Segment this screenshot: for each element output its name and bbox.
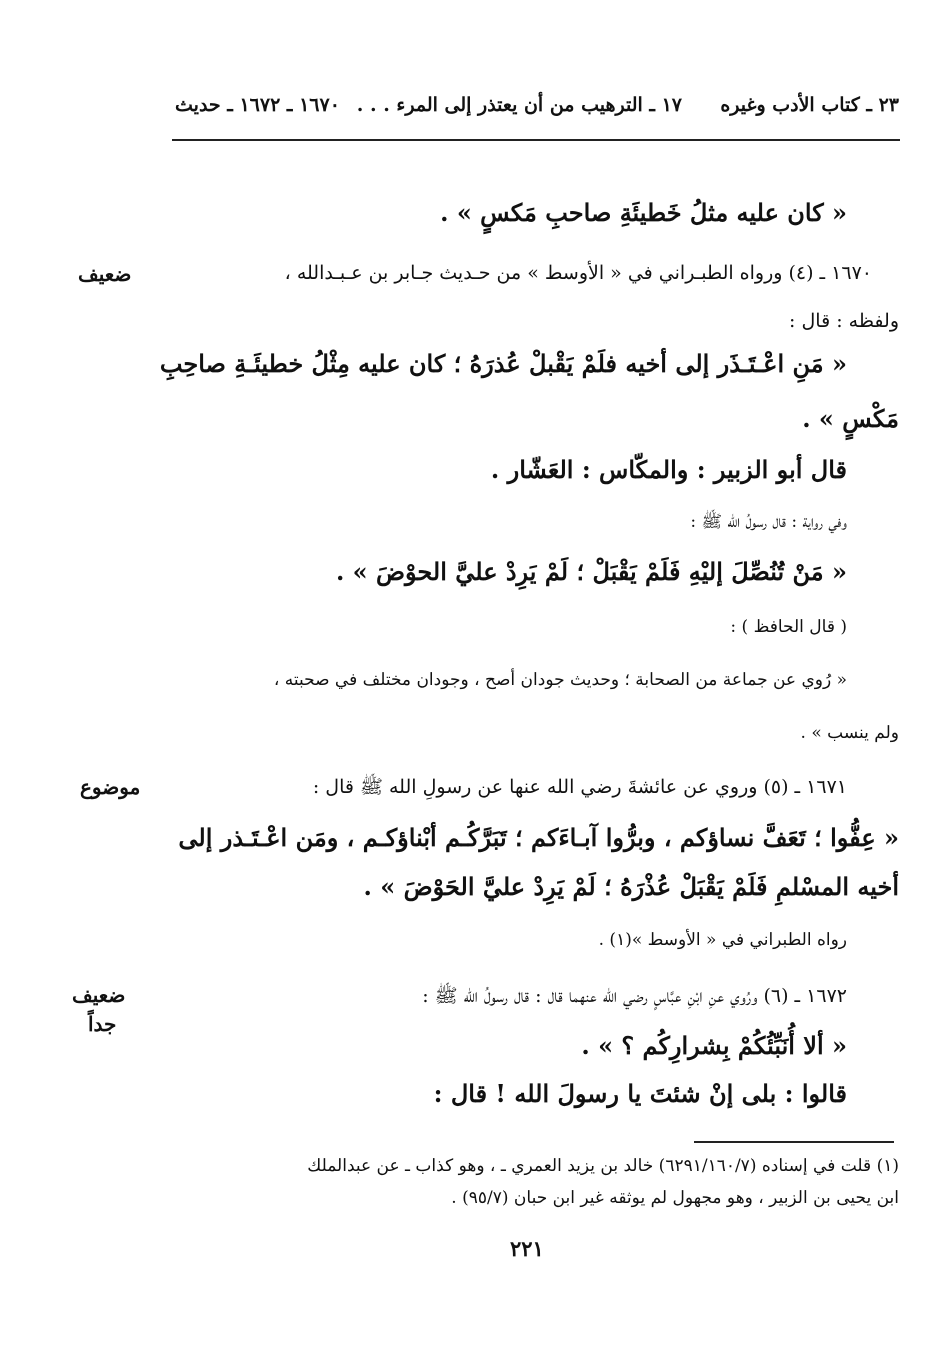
grade-1671: موضوع: [80, 775, 141, 799]
text-line-4: « مَنِ اعْـتَـذَر إلى أخيه فلَمْ يَقْبلْ عُذرَهُ ؛ كان عليه مِثْلُ خطيئَـةِ صاحِبِ: [159, 349, 847, 378]
text-line-15: رواه الطبراني في « الأوسط »(١) .: [598, 930, 847, 950]
text-line-18: قالوا : بلى إنْ شئتَ يا رسولَ الله ! قال :: [433, 1079, 847, 1108]
footnote-line-2: ابن يحيى بن الزبير ، وهو مجهول لم يوثقه غير ابن حبان (٩٥/٧) .: [451, 1188, 899, 1208]
grade-1672-line2: جداً: [88, 1012, 117, 1036]
text-line-10: « رُوي عن جماعة من الصحابة ؛ وحديث جودان أصح ، وجودان مختلف في صحبته ،: [273, 670, 847, 690]
grade-1672-line1: ضعيف: [72, 983, 126, 1007]
hadith-1672-intro: ١٦٧٢ ـ (٦) ورُوي عنِ ابْنِ عبَّاسٍ رضي الله عنهما قال : قال رسولُ الله ﷺ :: [422, 985, 847, 1007]
text-line-13: « عِفُّوا ؛ تَعَفَّ نساؤكم ، وبرُّوا آبـاءَكم ؛ تَبَرَّكُـم أبْناؤكـم ، ومَن اعْـتَـذر إلى: [178, 823, 899, 852]
text-line-14: أخيه المسْلمِ فَلَمْ يَقْبَلْ عُذْرَهُ ؛ لَمْ يَرِدْ عليَّ الحَوْضَ » .: [363, 872, 899, 901]
header-section: ١٧ ـ الترهيب من أن يعتذر إلى المرء . . .: [356, 94, 682, 116]
header-chapter: ٢٣ ـ كتاب الأدب وغيره: [720, 94, 899, 116]
text-line-1: « كان عليه مثلُ خَطيئَةِ صاحبِ مَكسٍ » .: [440, 198, 847, 227]
header-hadith-range: ١٦٧٠ ـ ١٦٧٢ ـ حديث: [175, 94, 340, 116]
text-line-6: قال أبو الزبير : والمكّاس : العَشّار .: [490, 455, 847, 484]
hadith-1671-intro: ١٦٧١ ـ (٥) وروي عن عائشةَ رضي الله عنها عن رسولِ الله ﷺ قال :: [312, 776, 847, 798]
text-line-8: « مَنْ تُنُصِّلَ إليْهِ فَلَمْ يَقْبَلْ ؛ لَمْ يَرِدْ عليَّ الحوْضَ » .: [335, 557, 847, 586]
hadith-1670-intro: ١٦٧٠ ـ (٤) ورواه الطبـراني في « الأوسط » من حـديث جـابر بن عـبـدالله ،: [284, 262, 872, 284]
text-line-5: مَكْسٍ » .: [802, 404, 899, 433]
text-line-17: « ألا أُنَبِّئُكُمْ بِشرارِكُم ؟ » .: [581, 1031, 847, 1060]
text-line-7: وفي رواية : قال رسولُ الله ﷺ :: [690, 512, 847, 532]
header-rule: [172, 139, 900, 141]
grade-1670: ضعيف: [78, 262, 132, 286]
footnote-rule: [694, 1141, 894, 1143]
footnote-line-1: (١) قلت في إسناده (٦٢٩١/١٦٠/٧) خالد بن يزيد العمري ـ ، وهو كذاب ـ عن عبدالملك: [307, 1156, 899, 1176]
text-line-11: ولم ينسب » .: [800, 723, 899, 743]
hafiz-heading: ( قال الحافظ ) :: [730, 617, 847, 637]
page-number: ٢٢١: [510, 1236, 544, 1261]
text-line-3: ولفظه : قال :: [789, 310, 899, 332]
